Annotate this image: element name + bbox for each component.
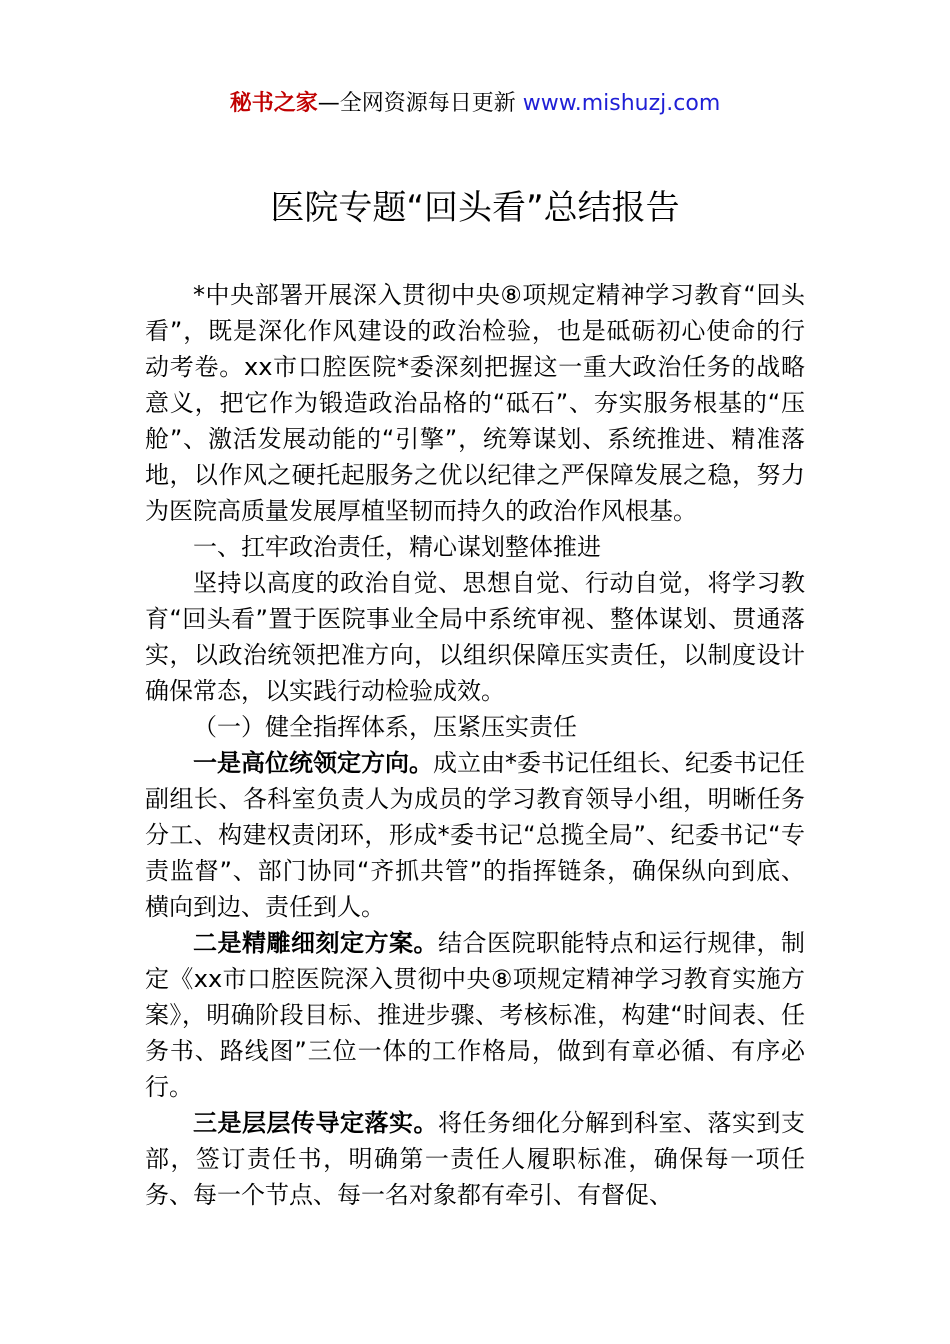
point-lead-2: 二是精雕细刻定方案。 xyxy=(193,929,438,957)
site-url-link[interactable]: www.mishuzj.com xyxy=(522,91,721,116)
point-paragraph-2: 二是精雕细刻定方案。结合医院职能特点和运行规律，制定《xx市口腔医院深入贯彻中央⑧项规定精神学习教育实施方案》，明确阶段目标、推进步骤、考核标准，构建“时间表、任务书、路线图”三位一体的工作格局，做到有章必循、有序必行。 xyxy=(145,929,805,1101)
site-header xyxy=(0,86,950,122)
point-lead-3: 三是层层传导定落实。 xyxy=(193,1109,438,1137)
brand-name: 秘书之家 xyxy=(229,91,318,116)
header-tagline: —全网资源每日更新 xyxy=(317,91,523,116)
subsection-heading-1: （一）健全指挥体系，压紧压实责任 xyxy=(193,713,577,741)
document-title: 医院专题“回头看”总结报告 xyxy=(270,188,680,228)
point-paragraph-3: 三是层层传导定落实。将任务细化分解到科室、落实到支部，签订责任书，明确第一责任人履职标准，确保每一项任务、每一个节点、每一名对象都有牵引、有督促、 xyxy=(145,1109,805,1209)
intro-paragraph: *中央部署开展深入贯彻中央⑧项规定精神学习教育“回头看”，既是深化作风建设的政治检验，也是砥砺初心使命的行动考卷。xx市口腔医院*委深刻把握这一重大政治任务的战略意义，把它作为锻造政治品格的“砥石”、夯实服务根基的“压舱”、激活发展动能的“引擎”，统筹谋划、系统推进、精准落地，以作风之硬托起服务之优以纪律之严保障发展之稳，努力为医院高质量发展厚植坚韧而持久的政治作风根基。 xyxy=(145,281,805,525)
section-heading-1: 一、扛牢政治责任，精心谋划整体推进 xyxy=(193,533,601,561)
point-lead-1: 一是高位统领定方向。 xyxy=(193,749,433,777)
document-body xyxy=(145,277,805,1213)
point-paragraph-1: 一是高位统领定方向。成立由*委书记任组长、纪委书记任副组长、各科室负责人为成员的学习教育领导小组，明晰任务分工、构建权责闭环，形成*委书记“总揽全局”、纪委书记“专责监督”、部门协同“齐抓共管”的指挥链条，确保纵向到底、横向到边、责任到人。 xyxy=(145,749,805,921)
section-paragraph: 坚持以高度的政治自觉、思想自觉、行动自觉，将学习教育“回头看”置于医院事业全局中系统审视、整体谋划、贯通落实，以政治统领把准方向，以组织保障压实责任，以制度设计确保常态，以实践行动检验成效。 xyxy=(145,569,805,705)
